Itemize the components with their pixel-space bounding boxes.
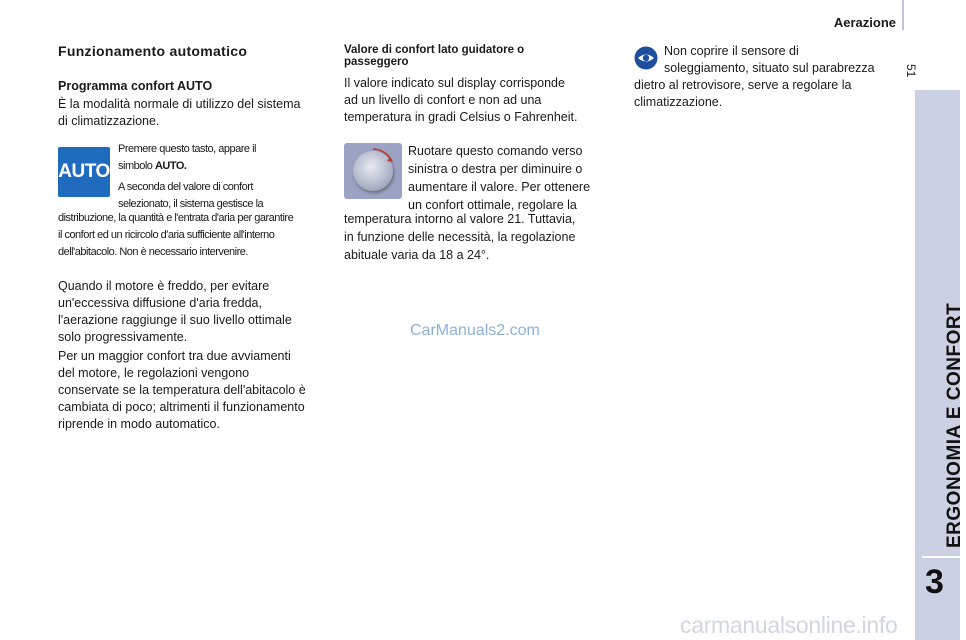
note-line: Premere questo tasto, appare il: [118, 143, 256, 155]
header-divider: [902, 0, 904, 30]
paragraph-line: un'eccessiva diffusione d'aria fredda,: [58, 296, 262, 310]
paragraph-line: sinistra o destra per diminuire o: [408, 162, 583, 176]
knob-instructions: [408, 142, 590, 214]
subheading: Programma confort AUTO: [58, 79, 213, 93]
paragraph-line: temperatura intorno al valore 21. Tuttavia,: [344, 212, 576, 226]
cold-engine-paragraph: [58, 278, 292, 346]
note-line: [118, 158, 328, 175]
paragraph-line: ad un livello di confort e non ad una: [344, 93, 542, 107]
paragraph-line: Ruotare questo comando verso: [408, 144, 583, 158]
chapter-label: ERGONOMIA E CONFORT: [944, 302, 965, 548]
intro-paragraph: [58, 96, 300, 130]
note-line: dell'abitacolo. Non è necessario intervenire.: [58, 246, 248, 258]
paragraph-line: Il valore indicato sul display corrisponde: [344, 76, 565, 90]
note-line: A seconda del valore di confort: [118, 181, 253, 193]
rotation-arrow-icon: [346, 145, 400, 197]
comfort-value-heading: [344, 44, 524, 68]
paragraph-line: cambiata di poco; altrimenti il funzionamento: [58, 400, 305, 414]
paragraph-line: abituale varia da 18 a 24°.: [344, 248, 490, 262]
note-line: il confort ed un ricircolo d'aria sufficiente all'interno: [58, 229, 275, 241]
paragraph-line: l'aerazione raggiunge il suo livello ottimale: [58, 313, 292, 327]
auto-button-icon: [58, 147, 110, 197]
note-line: selezionato, il sistema gestisce la: [118, 198, 264, 210]
note-line: distribuzione, la quantità e l'entrata d'aria per garantire: [58, 212, 294, 224]
paragraph-line: Quando il motore è freddo, per evitare: [58, 279, 270, 293]
paragraph-line: climatizzazione.: [634, 95, 723, 109]
knob-instructions-continued: [344, 210, 575, 264]
eye-warning-icon: [634, 46, 658, 70]
paragraph-line: Per un maggior confort tra due avviamenti: [58, 349, 291, 363]
temperature-knob-icon: [344, 143, 402, 199]
intro-line: È la modalità normale di utilizzo del sistema: [58, 97, 301, 111]
center-watermark: CarManuals2.com: [410, 322, 540, 339]
paragraph-line: conservate se la temperatura dell'abitacolo è: [58, 383, 306, 397]
footer-watermark: carmanualsonline.info: [680, 612, 898, 638]
intro-line: di climatizzazione.: [58, 114, 160, 128]
heading-line: Valore di confort lato guidatore o: [344, 44, 525, 56]
paragraph-line: in funzione delle necessità, la regolazione: [344, 230, 576, 244]
paragraph-line: dietro al retrovisore, serve a regolare la: [634, 78, 852, 92]
section-title: Aerazione: [833, 15, 896, 30]
sensor-warning-rest: [634, 77, 851, 111]
paragraph-line: Non coprire il sensore di: [664, 44, 799, 58]
auto-button-label: AUTO: [58, 161, 110, 182]
sensor-warning-first: [664, 43, 875, 77]
section-heading: Funzionamento automatico: [58, 43, 248, 59]
paragraph-line: un confort ottimale, regolare la: [408, 198, 577, 212]
paragraph-line: del motore, le regolazioni vengono: [58, 366, 250, 380]
paragraph-line: soleggiamento, situato sul parabrezza: [664, 61, 875, 75]
note-line-prefix: simbolo: [118, 160, 155, 172]
heading-line: passeggero: [344, 56, 409, 68]
comfort-memory-paragraph: [58, 348, 306, 433]
paragraph-line: aumentare il valore. Per ottenere: [408, 180, 591, 194]
display-value-paragraph: [344, 75, 577, 126]
auto-note-top: [118, 141, 328, 213]
paragraph-line: riprende in modo automatico.: [58, 417, 220, 431]
chapter-divider: [922, 556, 960, 558]
note-line-auto: AUTO.: [154, 160, 187, 172]
chapter-number: 3: [925, 563, 944, 601]
paragraph-line: temperatura in gradi Celsius o Fahrenheit.: [344, 110, 578, 124]
auto-note-bottom: [58, 210, 338, 261]
page-number: 51: [904, 64, 918, 78]
paragraph-line: solo progressivamente.: [58, 330, 188, 344]
